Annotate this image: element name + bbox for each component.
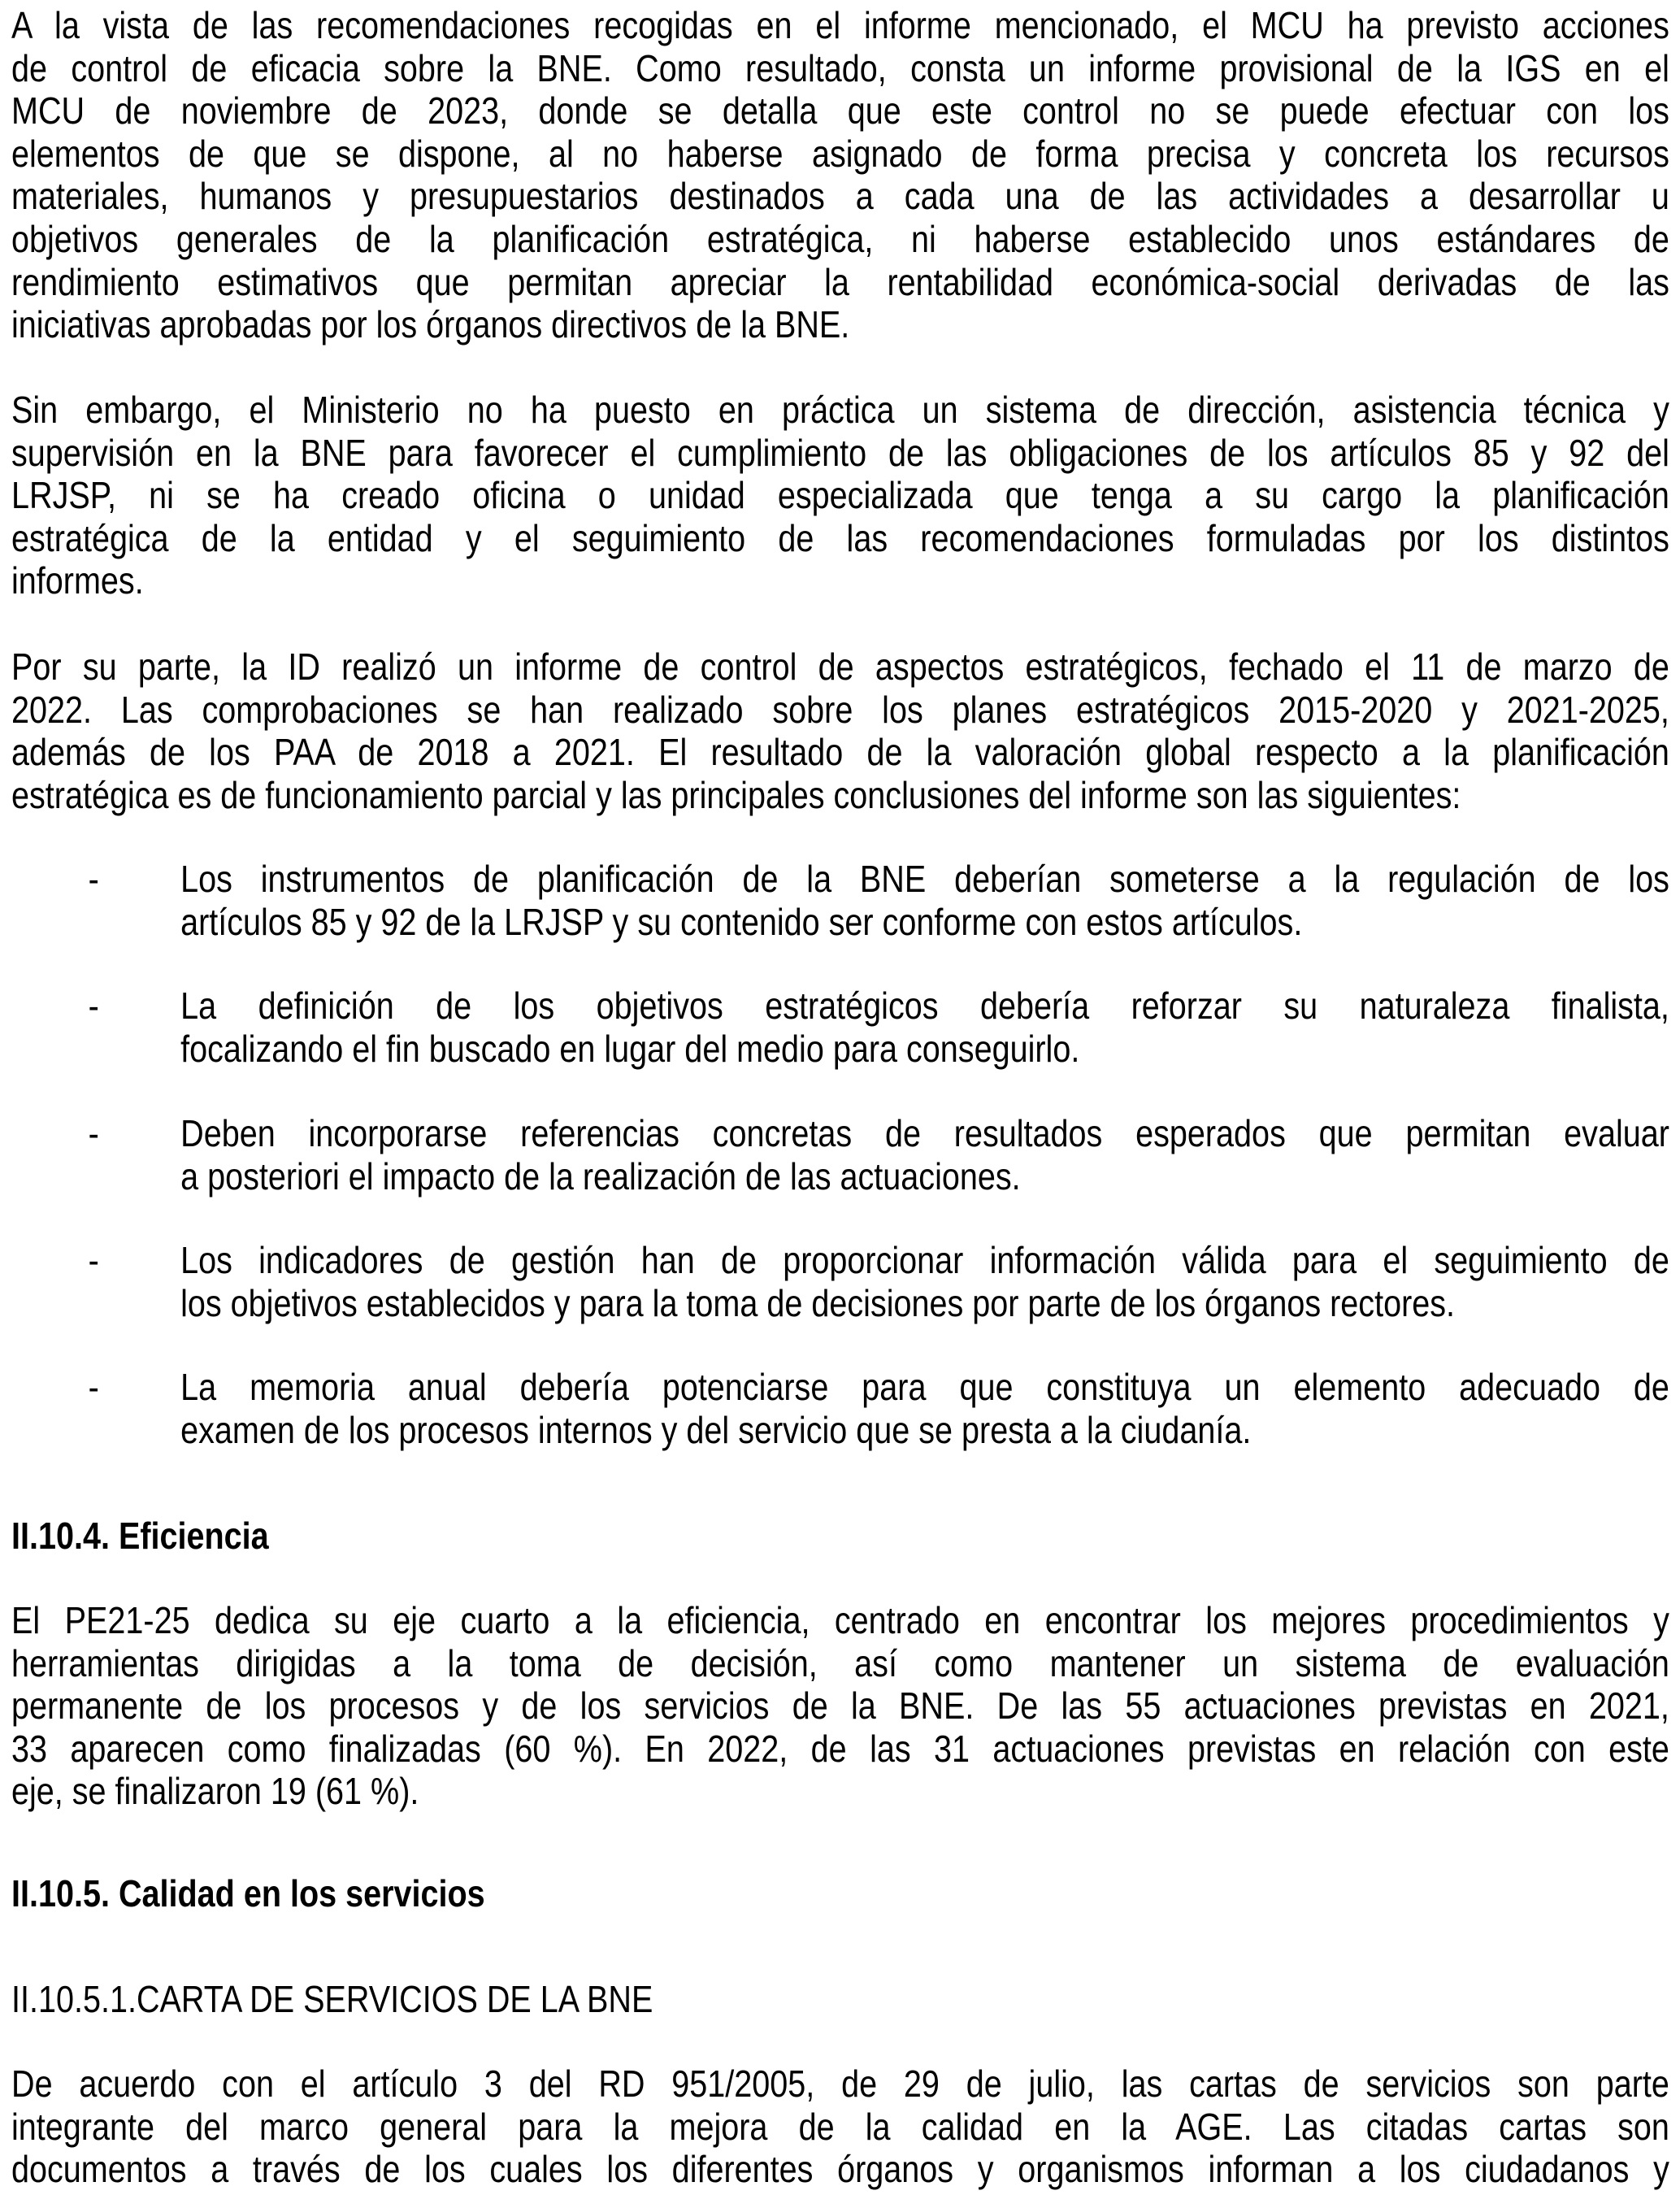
section-heading [11, 1515, 1669, 1558]
text-line: De acuerdo con el artículo 3 del RD 951/2005, de 29 de julio, las cartas de servicios son parte [11, 2062, 1669, 2105]
paragraph [11, 2062, 1669, 2191]
text-line: II.10.5. Calidad en los servicios [11, 1872, 485, 1915]
text-line: a posteriori el impacto de la realización de las actuaciones. [180, 1154, 1021, 1197]
text-line: 33 aparecen como finalizadas (60 %). En 2022, de las 31 actuaciones previstas en relación con este [11, 1727, 1669, 1770]
subsection-heading [11, 1978, 1669, 2021]
list-item-text [180, 1366, 1669, 1451]
text-line: LRJSP, ni se ha creado oficina o unidad especializada que tenga a su cargo la planificación [11, 474, 1669, 517]
text-line: Los indicadores de gestión han de proporcionar información válida para el seguimiento de [180, 1239, 1669, 1281]
section-heading [11, 1872, 1669, 1915]
text-line: Deben incorporarse referencias concretas de resultados esperados que permitan evaluar [180, 1112, 1669, 1154]
list-item-text [180, 858, 1669, 943]
text-line: permanente de los procesos y de los servicios de la BNE. De las 55 actuaciones previstas en 2021, [11, 1684, 1669, 1728]
text-line: El PE21-25 dedica su eje cuarto a la eficiencia, centrado en encontrar los mejores procedimientos y [11, 1599, 1669, 1641]
bullet-marker: - [88, 858, 99, 900]
paragraph [11, 389, 1669, 602]
text-line: Sin embargo, el Ministerio no ha puesto en práctica un sistema de dirección, asistencia técnica y [11, 389, 1669, 431]
text-line: eje, se finalizaron 19 (61 %). [11, 1770, 419, 1813]
paragraph [11, 645, 1669, 816]
text-line: A la vista de las recomendaciones recogidas en el informe mencionado, el MCU ha previsto acciones [11, 4, 1669, 46]
text-line: herramientas dirigidas a la toma de decisión, así como mantener un sistema de evaluación [11, 1641, 1669, 1684]
text-line: II.10.5.1.CARTA DE SERVICIOS DE LA BNE [11, 1978, 653, 2020]
text-line: Los instrumentos de planificación de la BNE deberían someterse a la regulación de los [180, 858, 1669, 900]
text-line: integrante del marco general para la mejora de la calidad en la AGE. Las citadas cartas son [11, 2105, 1669, 2148]
text-line: informes. [11, 559, 144, 602]
text-line: Por su parte, la ID realizó un informe de control de aspectos estratégicos, fechado el 11 de marzo de [11, 645, 1669, 688]
text-line: además de los PAA de 2018 a 2021. El resultado de la valoración global respecto a la planificación [11, 731, 1669, 774]
text-line: estratégica de la entidad y el seguimiento de las recomendaciones formuladas por los distintos [11, 516, 1669, 559]
paragraph [11, 4, 1669, 346]
text-line: materiales, humanos y presupuestarios destinados a cada una de las actividades a desarrollar u [11, 175, 1669, 218]
text-line: La memoria anual debería potenciarse para que constituya un elemento adecuado de [180, 1366, 1669, 1408]
paragraph [11, 1599, 1669, 1813]
bullet-marker: - [88, 984, 99, 1027]
text-line: objetivos generales de la planificación estratégica, ni haberse establecido unos estándares de [11, 217, 1669, 260]
text-line: La definición de los objetivos estratégicos debería reforzar su naturaleza finalista, [180, 984, 1669, 1027]
bullet-marker: - [88, 1239, 99, 1281]
list-item-text [180, 984, 1669, 1070]
text-line: elementos de que se dispone, al no haberse asignado de forma precisa y concreta los recursos [11, 132, 1669, 175]
text-line: MCU de noviembre de 2023, donde se detalla que este control no se puede efectuar con los [11, 89, 1669, 133]
text-line: focalizando el fin buscado en lugar del medio para conseguirlo. [180, 1027, 1080, 1070]
text-line: 2022. Las comprobaciones se han realizado sobre los planes estratégicos 2015-2020 y 2021-2025, [11, 688, 1669, 731]
text-line: estratégica es de funcionamiento parcial y las principales conclusiones del informe son las siguientes: [11, 773, 1461, 816]
text-line: iniciativas aprobadas por los órganos directivos de la BNE. [11, 303, 850, 346]
text-line: supervisión en la BNE para favorecer el cumplimiento de las obligaciones de los artículos 85 y 92 del [11, 431, 1669, 474]
bullet-marker: - [88, 1366, 99, 1408]
text-line: II.10.4. Eficiencia [11, 1515, 269, 1557]
text-line: rendimiento estimativos que permitan apreciar la rentabilidad económica-social derivadas de las [11, 260, 1669, 303]
text-line: de control de eficacia sobre la BNE. Como resultado, consta un informe provisional de la IGS en el [11, 46, 1669, 89]
text-line: artículos 85 y 92 de la LRJSP y su contenido ser conforme con estos artículos. [180, 900, 1303, 943]
text-line: los objetivos establecidos y para la toma de decisiones por parte de los órganos rectores. [180, 1281, 1456, 1324]
text-line: documentos a través de los cuales los diferentes órganos y organismos informan a los ciudadanos y [11, 2148, 1669, 2191]
text-line: examen de los procesos internos y del servicio que se presta a la ciudanía. [180, 1408, 1252, 1451]
list-item-text [180, 1112, 1669, 1197]
list-item-text [180, 1239, 1669, 1324]
bullet-marker: - [88, 1112, 99, 1154]
